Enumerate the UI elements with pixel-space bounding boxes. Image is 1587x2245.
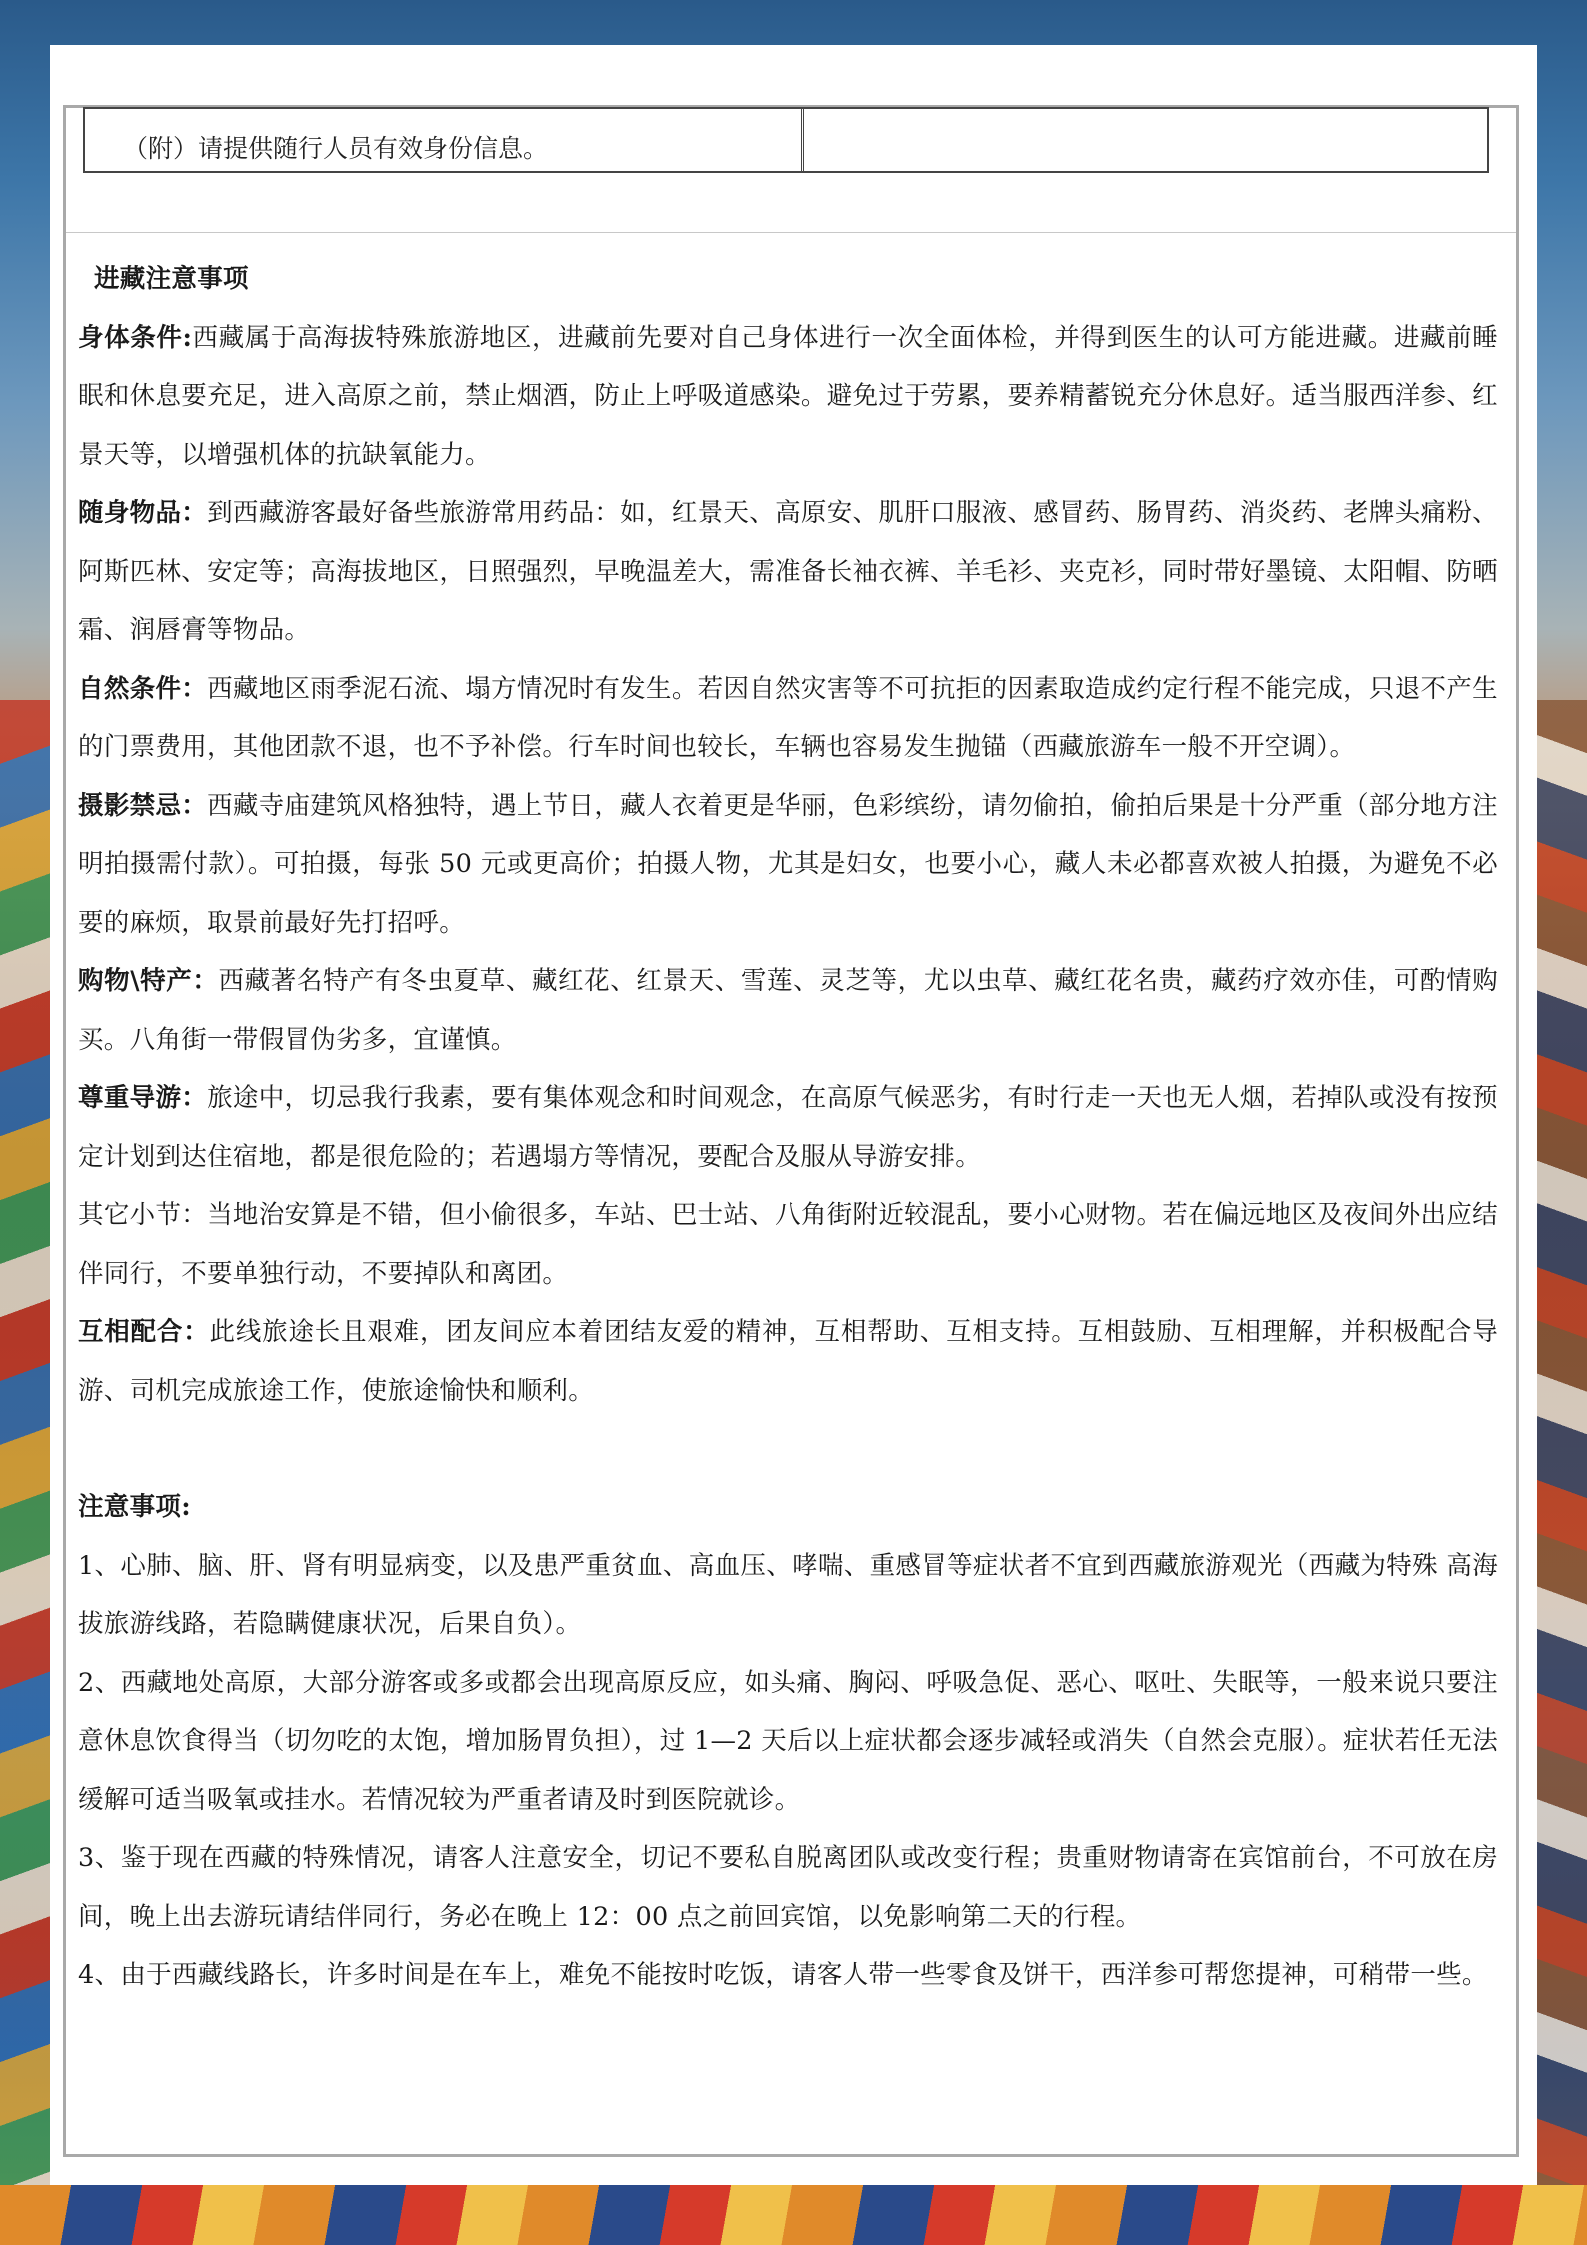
note-text: 西藏属于高海拔特殊旅游地区，进藏前先要对自己身体进行一次全面体检，并得到医生的认可方能进藏。进藏前睡眠和休息要充足，进入高原之前，禁止烟酒，防止上呼吸道感染。避免过于劳累，要养精蓄锐充分休息好。适当服西洋参、红景天等，以增强机体的抗缺氧能力。 <box>78 322 1498 470</box>
precaution-item: 4、由于西藏线路长，许多时间是在车上，难免不能按时吃饭，请客人带一些零食及饼干，西洋参可帮您提神，可稍带一些。 <box>78 1960 1488 1990</box>
note-item <box>78 1303 1498 1420</box>
document-page <box>50 45 1537 2185</box>
precaution-item: 3、鉴于现在西藏的特殊情况，请客人注意安全，切记不要私自脱离团队或改变行程；贵重财物请寄在宾馆前台，不可放在房间，晚上出去游玩请结伴同行，务必在晚上 12：00 点之前回宾馆，以免影响第二天的行程。 <box>78 1843 1498 1932</box>
background-prayer-flags-bottom <box>0 2185 1587 2245</box>
note-text: 此线旅途长且艰难，团友间应本着团结友爱的精神，互相帮助、互相支持。互相鼓励、互相理解，并积极配合导游、司机完成旅途工作，使旅途愉快和顺利。 <box>78 1317 1498 1406</box>
note-text: 西藏地区雨季泥石流、塌方情况时有发生。若因自然灾害等不可抗拒的因素取造成约定行程不能完成，只退不产生的门票费用，其他团款不退，也不予补偿。行车时间也较长，车辆也容易发生抛锚（西藏旅游车一般不开空调）。 <box>78 673 1498 762</box>
note-item <box>78 660 1498 777</box>
note-label: 摄影禁忌： <box>78 790 208 821</box>
table-cell-empty <box>804 109 1487 171</box>
spacer <box>78 1420 1498 1478</box>
note-label: 互相配合： <box>78 1317 210 1347</box>
note-label: 自然条件： <box>78 673 208 704</box>
note-text: 西藏寺庙建筑风格独特，遇上节日，藏人衣着更是华丽，色彩缤纷，请勿偷拍，偷拍后果是十分严重（部分地方注明拍摄需付款）。可拍摄，每张 50 元或更高价；拍摄人物，尤其是妇女，也要小心，藏人未必都喜欢被人拍摄，为避免不必要的麻烦，取景前最好先打招呼。 <box>78 790 1498 938</box>
section-title-text: 注意事项: <box>78 1492 191 1522</box>
note-text: 西藏著名特产有冬虫夏草、藏红花、红景天、雪莲、灵芝等，尤以虫草、藏红花名贵，藏药疗效亦佳，可酌情购买。八角街一带假冒伪劣多，宜谨慎。 <box>78 966 1498 1055</box>
precaution-item: 2、西藏地处高原，大部分游客或多或都会出现高原反应，如头痛、胸闷、呼吸急促、恶心、呕吐、失眠等，一般来说只要注意休息饮食得当（切勿吃的太饱，增加肠胃负担），过 1—2 天后以上症状都会逐步减轻或消失（自然会克服）。症状若任无法缓解可适当吸氧或挂水。若情况较为严重者请及时到医院就诊。 <box>78 1667 1498 1815</box>
notes-content <box>78 250 1498 2005</box>
note-label: 身体条件: <box>78 322 193 353</box>
note-label: 随身物品： <box>78 498 208 528</box>
section-title-precautions <box>78 1478 1498 1537</box>
note-text: 其它小节：当地治安算是不错，但小偷很多，车站、巴士站、八角街附近较混乱，要小心财物。若在偏远地区及夜间外出应结伴同行，不要单独行动，不要掉队和离团。 <box>78 1200 1498 1289</box>
note-text: 旅途中，切忌我行我素，要有集体观念和时间观念，在高原气候恶劣，有时行走一天也无人烟，若掉队或没有按预定计划到达住宿地，都是很危险的；若遇塌方等情况，要配合及服从导游安排。 <box>78 1083 1498 1172</box>
note-item <box>78 952 1498 1069</box>
info-table <box>83 107 1489 173</box>
note-label: 购物\特产： <box>78 966 219 996</box>
note-item <box>78 1069 1498 1186</box>
note-item <box>78 777 1498 953</box>
note-text: 到西藏游客最好备些旅游常用药品：如，红景天、高原安、肌肝口服液、感冒药、肠胃药、消炎药、老牌头痛粉、阿斯匹林、安定等；高海拔地区，日照强烈，早晚温差大，需准备长袖衣裤、羊毛衫、夹克衫，同时带好墨镜、太阳帽、防晒霜、润唇膏等物品。 <box>78 498 1498 645</box>
note-item <box>78 1186 1498 1303</box>
divider <box>66 232 1516 233</box>
table-cell-companion-info: （附）请提供随行人员有效身份信息。 <box>85 109 804 171</box>
precaution-item: 1、心肺、脑、肝、肾有明显病变，以及患严重贫血、高血压、哮喘、重感冒等症状者不宜到西藏旅游观光（西藏为特殊 高海拔旅游线路，若隐瞒健康状况，后果自负）。 <box>78 1550 1498 1639</box>
note-item <box>78 309 1498 485</box>
note-label: 尊重导游： <box>78 1083 208 1113</box>
section-title-tibet-notes: 进藏注意事项 <box>94 264 249 294</box>
note-item <box>78 484 1498 660</box>
